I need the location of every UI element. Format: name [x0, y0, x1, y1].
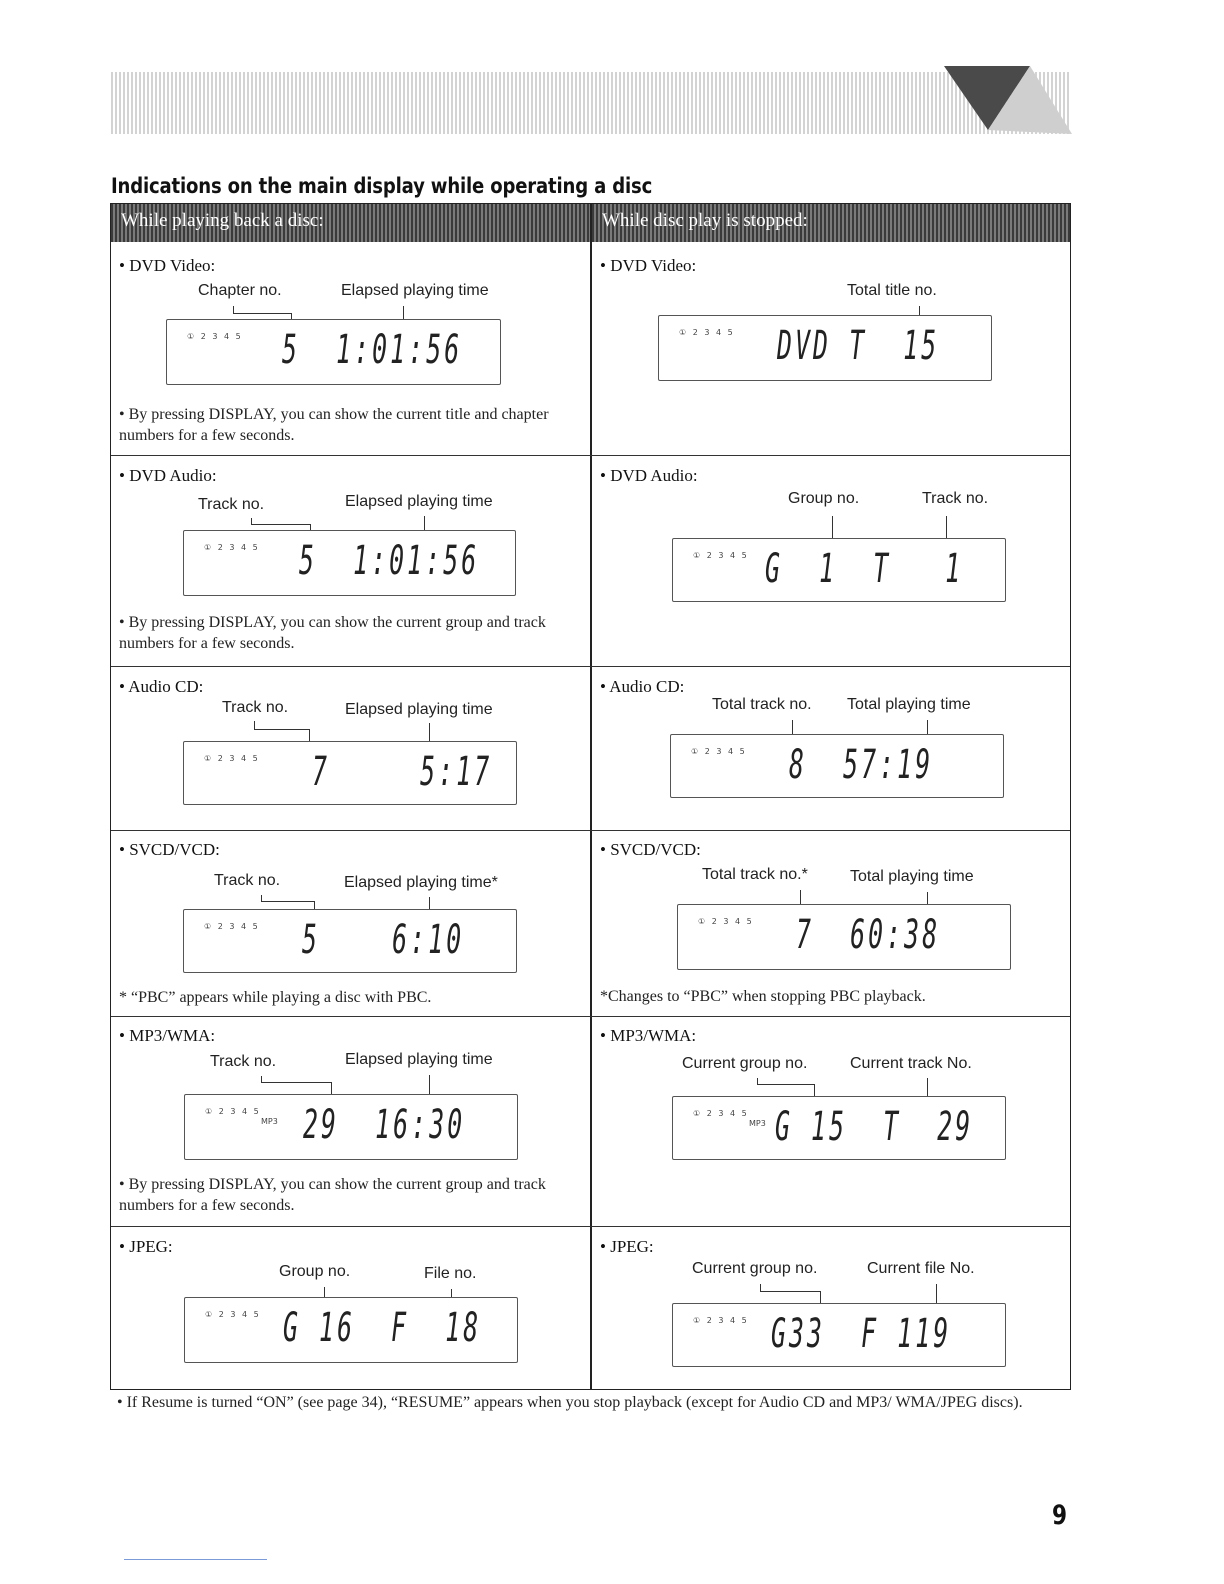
disc-indicator-icon: ① 2 3 4 5 [693, 1109, 749, 1118]
disc-indicator-icon: ① 2 3 4 5 [693, 551, 749, 560]
lcd-display [166, 319, 501, 385]
lcd-display [184, 1297, 518, 1363]
footer-rule [124, 1559, 267, 1560]
label-track-no: Track no. [922, 490, 989, 507]
disc-indicator-icon: ① 2 3 4 5 [691, 747, 747, 756]
row-divider [111, 1226, 1070, 1227]
lcd-display [183, 741, 517, 805]
lcd-display [672, 1303, 1006, 1367]
disc-indicator-icon: ① 2 3 4 5 [698, 917, 754, 926]
label-total-playing-time: Total playing time [847, 696, 971, 713]
lcd-readout: G 16 F 18 [283, 1305, 482, 1351]
leader-line [254, 721, 255, 729]
lcd-readout: 5 1:01:56 [299, 538, 480, 584]
cell-title: • Audio CD: [119, 677, 204, 696]
label-elapsed-time: Elapsed playing time [345, 493, 493, 510]
lcd-display [183, 530, 516, 596]
label-elapsed-time: Elapsed playing time [345, 1051, 493, 1068]
column-divider [590, 204, 592, 1389]
label-total-playing-time: Total playing time [850, 868, 974, 885]
label-elapsed-time: Elapsed playing time* [344, 874, 498, 891]
lcd-display [670, 734, 1004, 798]
leader-line [251, 524, 310, 525]
cell-title: • MP3/WMA: [600, 1026, 697, 1045]
label-elapsed-time: Elapsed playing time [345, 701, 493, 718]
cell-note: * “PBC” appears while playing a disc with PBC. [119, 989, 432, 1006]
lcd-readout: 7 60:38 [796, 912, 941, 958]
lcd-display [658, 315, 992, 381]
leader-line [760, 1284, 761, 1291]
header-banner [111, 72, 1071, 134]
lcd-display [183, 909, 517, 973]
cell-note: • By pressing DISPLAY, you can show the current group and track numbers for a few seconds. [119, 614, 546, 652]
label-group-no: Group no. [279, 1263, 351, 1280]
cell-title: • SVCD/VCD: [119, 840, 220, 859]
lcd-readout: G 1 T 1 [765, 546, 964, 592]
column-header-playing: While playing back a disc: [111, 204, 590, 242]
down-triangle-icon [944, 66, 1074, 136]
leader-line [233, 313, 291, 314]
column-header-stopped: While disc play is stopped: [592, 204, 1070, 242]
lcd-display [677, 904, 1011, 970]
lcd-readout: 29 16:30 [303, 1102, 466, 1148]
label-track-no: Track no. [198, 496, 265, 513]
disc-indicator-icon: ① 2 3 4 5 [679, 328, 735, 337]
disc-indicator-icon: ① 2 3 4 5 [204, 754, 260, 763]
cell-note: *Changes to “PBC” when stopping PBC playback. [600, 988, 926, 1005]
lcd-readout: 5 1:01:56 [282, 327, 463, 373]
lcd-readout: G 15 T 29 [775, 1104, 974, 1150]
label-file-no: File no. [424, 1265, 477, 1282]
disc-indicator-icon: ① 2 3 4 5 [204, 543, 260, 552]
label-elapsed-time: Elapsed playing time [341, 282, 489, 299]
label-current-file-no: Current file No. [867, 1260, 975, 1277]
lcd-display [672, 1096, 1006, 1160]
cell-note: • By pressing DISPLAY, you can show the current title and chapter numbers for a few seconds. [119, 406, 549, 444]
disc-indicator-icon: ① 2 3 4 5 [693, 1316, 749, 1325]
cell-title: • DVD Video: [119, 256, 216, 275]
leader-line [261, 901, 314, 902]
row-divider [111, 666, 1070, 667]
disc-indicator-icon: ① 2 3 4 5 [205, 1107, 261, 1116]
label-current-group-no: Current group no. [682, 1055, 808, 1072]
row-divider [111, 1016, 1070, 1017]
cell-title: • MP3/WMA: [119, 1026, 216, 1045]
label-track-no: Track no. [214, 872, 281, 889]
cell-title: • DVD Audio: [119, 466, 217, 485]
label-chapter-no: Chapter no. [198, 282, 282, 299]
mp3-indicator: MP3 [749, 1119, 766, 1128]
resume-footnote: • If Resume is turned “ON” (see page 34), “RESUME” appears when you stop playback (except for Audio CD and MP3/ WMA/JPEG discs). [117, 1394, 1023, 1411]
label-group-no: Group no. [788, 490, 860, 507]
lcd-readout: DVD T 15 [777, 323, 940, 369]
cell-title: • DVD Audio: [600, 466, 698, 485]
leader-line [233, 306, 234, 313]
page-number: 9 [1052, 1500, 1068, 1531]
mp3-indicator: MP3 [261, 1117, 278, 1126]
disc-indicator-icon: ① 2 3 4 5 [205, 1310, 261, 1319]
cell-title: • JPEG: [600, 1237, 654, 1256]
lcd-readout: G33 F 119 [771, 1311, 952, 1357]
cell-note: • By pressing DISPLAY, you can show the current group and track numbers for a few seconds. [119, 1176, 546, 1214]
label-total-title-no: Total title no. [847, 282, 937, 299]
disc-indicator-icon: ① 2 3 4 5 [204, 922, 260, 931]
label-current-group-no: Current group no. [692, 1260, 818, 1277]
lcd-readout: 8 57:19 [789, 742, 934, 788]
row-divider [111, 455, 1070, 456]
row-divider [111, 830, 1070, 831]
lcd-readout: 7 5:17 [312, 749, 493, 795]
lcd-display [184, 1094, 518, 1160]
leader-line [760, 1291, 820, 1292]
leader-line [254, 729, 309, 730]
section-title: Indications on the main display while operating a disc [111, 174, 653, 198]
cell-title: • DVD Video: [600, 256, 697, 275]
display-indications-table [110, 203, 1071, 1390]
label-track-no: Track no. [210, 1053, 277, 1070]
label-total-track-no: Total track no.* [702, 866, 808, 883]
lcd-readout: 5 6:10 [302, 917, 465, 963]
cell-title: • SVCD/VCD: [600, 840, 701, 859]
label-current-track-no: Current track No. [850, 1055, 972, 1072]
leader-line [757, 1084, 814, 1085]
cell-title: • Audio CD: [600, 677, 685, 696]
lcd-display [672, 538, 1006, 602]
label-track-no: Track no. [222, 699, 289, 716]
label-total-track-no: Total track no. [712, 696, 812, 713]
cell-title: • JPEG: [119, 1237, 173, 1256]
leader-line [261, 1082, 331, 1083]
disc-indicator-icon: ① 2 3 4 5 [187, 332, 243, 341]
